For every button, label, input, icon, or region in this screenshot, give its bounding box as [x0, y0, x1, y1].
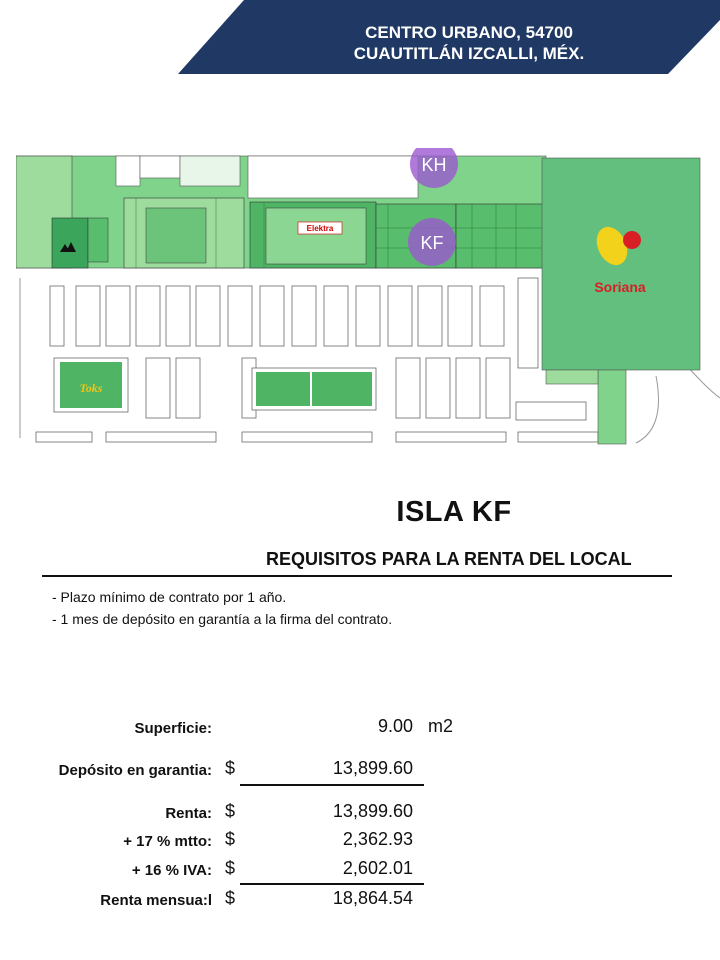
marker-kf: KF — [420, 233, 444, 253]
header-banner — [178, 0, 720, 74]
mtto-currency: $ — [225, 829, 236, 849]
page-title: ISLA KF — [396, 496, 512, 528]
store-toks-label: Toks — [79, 381, 103, 395]
superficie-unit: m2 — [428, 716, 454, 736]
row-mtto — [0, 829, 720, 853]
superficie-value: 9.00 — [377, 716, 413, 736]
site-map — [16, 148, 720, 458]
row-iva — [0, 858, 720, 882]
header-line-1: CENTRO URBANO, 54700 — [365, 23, 573, 42]
marker-kh: KH — [421, 155, 447, 175]
renta-mensual-label: Renta mensua:l — [100, 892, 212, 909]
renta-mensual-value: 18,864.54 — [332, 888, 413, 908]
requirement-item: - 1 mes de depósito en garantía a la firma del contrato. — [52, 611, 393, 627]
iva-value: 2,602.01 — [342, 858, 413, 878]
divider — [42, 575, 672, 577]
store-soriana-label: Soriana — [594, 279, 646, 295]
row-renta — [0, 801, 720, 825]
requirement-item: - Plazo mínimo de contrato por 1 año. — [52, 589, 287, 605]
deposito-underline — [240, 784, 424, 786]
deposito-label: Depósito en garantia: — [58, 762, 212, 779]
header-line-2: CUAUTITLÁN IZCALLI, MÉX. — [353, 44, 585, 63]
row-superficie — [0, 716, 720, 740]
iva-underline — [240, 883, 424, 885]
iva-label: + 16 % IVA: — [131, 862, 212, 879]
renta-label: Renta: — [165, 805, 212, 822]
row-renta-mensual — [0, 888, 720, 912]
renta-currency: $ — [225, 801, 236, 821]
iva-currency: $ — [225, 858, 236, 878]
requirements-list — [52, 586, 392, 630]
row-deposito — [0, 758, 720, 782]
site-map-drawing — [16, 148, 720, 458]
mtto-value: 2,362.93 — [342, 829, 413, 849]
renta-mensual-currency: $ — [225, 888, 236, 908]
requirements-heading: REQUISITOS PARA LA RENTA DEL LOCAL — [266, 549, 632, 569]
deposito-value: 13,899.60 — [332, 758, 413, 778]
superficie-label: Superficie: — [134, 720, 212, 737]
deposito-currency: $ — [225, 758, 236, 778]
mtto-label: + 17 % mtto: — [123, 833, 212, 850]
store-elektra-label: Elektra — [306, 224, 334, 233]
renta-value: 13,899.60 — [332, 801, 413, 821]
